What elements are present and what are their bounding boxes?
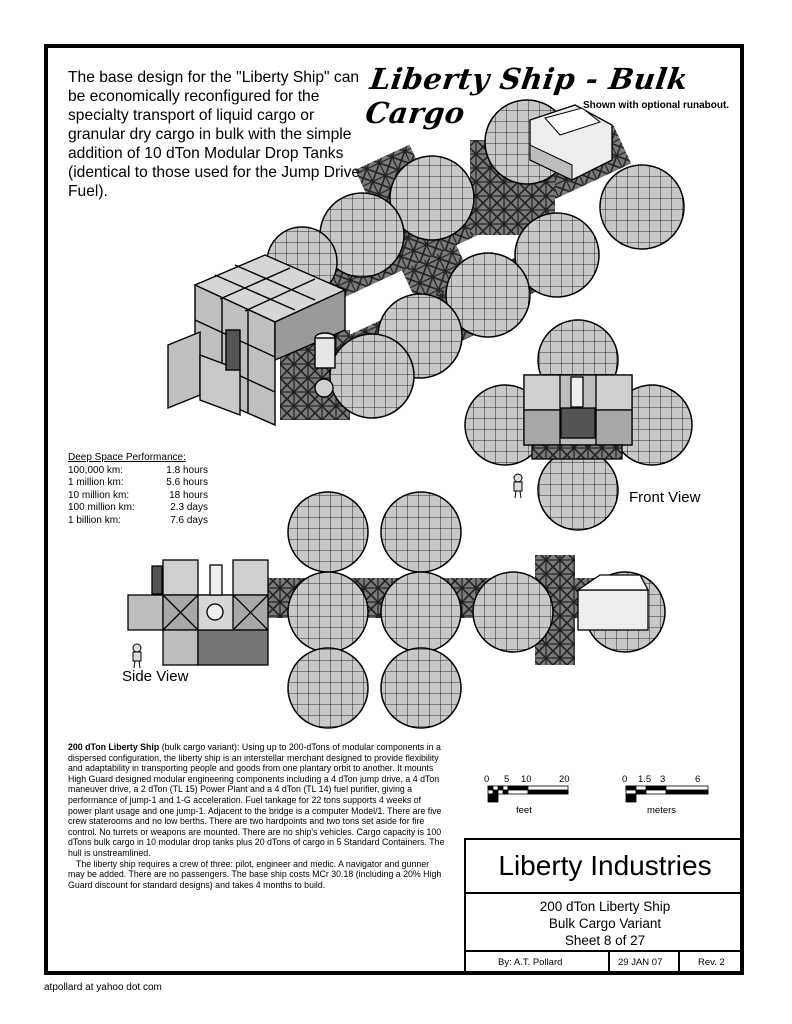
performance-distance: 100,000 km: <box>68 464 124 476</box>
page-subtitle: Shown with optional runabout. <box>583 100 730 111</box>
performance-row <box>68 465 208 478</box>
drawing-line-2: Bulk Cargo Variant <box>548 916 662 931</box>
footer-divider <box>608 952 610 973</box>
performance-row <box>68 477 208 490</box>
scale-unit: meters <box>647 805 677 816</box>
description-paragraph-2: The liberty ship requires a crew of three: pilot, engineer and medic. A navigator and gunner may be added. There are no passengers. The base ship costs MCr 30.18 (including a 20% High Guard discount for standard designs) and takes 4 months to build. <box>68 858 442 890</box>
performance-table <box>68 452 218 527</box>
description <box>68 742 446 890</box>
intro-text: The base design for the "Liberty Ship" can be economically reconfigured for the specialty transport of liquid cargo or granular dry cargo in bulk with the simple addition of 10 dTon Modular Drop Tanks (identical to those used for the Jump Drive Fuel). <box>68 69 361 200</box>
scale-tick: 5 <box>504 774 510 785</box>
revision: Rev. 2 <box>698 957 725 968</box>
performance-row <box>68 502 208 515</box>
side-view-label: Side View <box>122 668 189 685</box>
performance-time: 18 hours <box>169 489 208 501</box>
performance-row <box>68 515 208 528</box>
description-body: (bulk cargo variant): Using up to 200-dTons of modular components in a dispersed configuration, the liberty ship is an interstellar merchant designed to provide flexibility and adaptability in transporting people and goods from one plantary orbit to another. It mounts High Guard designed modular engineering components including a 4 dTon jump drive, a 4 dTon maneuver drive, a 2 dTon (TL 15) Power Plant and a 4 dTon (TL 14) fuel purifier, giving a performance of jump-1 and 1-G acceleration. Fuel tankage for 22 tons supports 4 weeks of power plant usage and one jump-1. Adjacent to the bridge is a computer Model/1. There are five crew staterooms and no low berths. There are two hardpoints and two tons set aside for fire control. No turrets or weapons are mounted. There are no ship's vehicles. Cargo capacity is 100 dTons bulk cargo in 10 modular drop tanks plus 20 dTons of cargo in 5 Standard Containers. The hull is unstreamlined. <box>68 742 445 858</box>
scale-tick: 0 <box>484 774 490 785</box>
front-view-label: Front View <box>629 489 701 506</box>
credit-line: atpollard at yahoo dot com <box>44 982 162 993</box>
drawing-date: 29 JAN 07 <box>618 957 663 968</box>
performance-time: 2.3 days <box>170 502 208 513</box>
description-lead: 200 dTon Liberty Ship <box>68 742 160 752</box>
author: By: A.T. Pollard <box>498 957 563 968</box>
title-block-footer <box>466 950 744 975</box>
footer-divider <box>678 952 680 973</box>
page-title: Liberty Ship - Bulk Cargo <box>363 62 691 130</box>
performance-time: 5.6 hours <box>166 477 208 488</box>
performance-time: 1.8 hours <box>166 464 208 476</box>
performance-distance: 10 million km: <box>68 489 130 501</box>
scale-tick: 10 <box>521 774 532 785</box>
scale-tick: 6 <box>695 774 701 785</box>
drawing-line-1: 200 dTon Liberty Ship <box>539 899 671 914</box>
performance-header: Deep Space Performance: <box>68 452 186 463</box>
scale-tick: 20 <box>559 774 570 785</box>
scale-tick: 1.5 <box>638 774 652 785</box>
description-paragraph-1 <box>68 742 446 859</box>
sheet-number: Sheet 8 of 27 <box>564 933 646 948</box>
drawing-name <box>466 894 744 954</box>
scale-tick: 3 <box>660 774 666 785</box>
company-name: Liberty Industries <box>466 840 744 894</box>
performance-distance: 100 million km: <box>68 502 135 513</box>
scale-unit: feet <box>516 805 532 816</box>
performance-time: 7.6 days <box>170 514 208 526</box>
performance-distance: 1 billion km: <box>68 514 121 526</box>
performance-row <box>68 490 208 503</box>
performance-distance: 1 million km: <box>68 477 124 488</box>
title-block <box>464 838 744 975</box>
scale-tick: 0 <box>622 774 628 785</box>
